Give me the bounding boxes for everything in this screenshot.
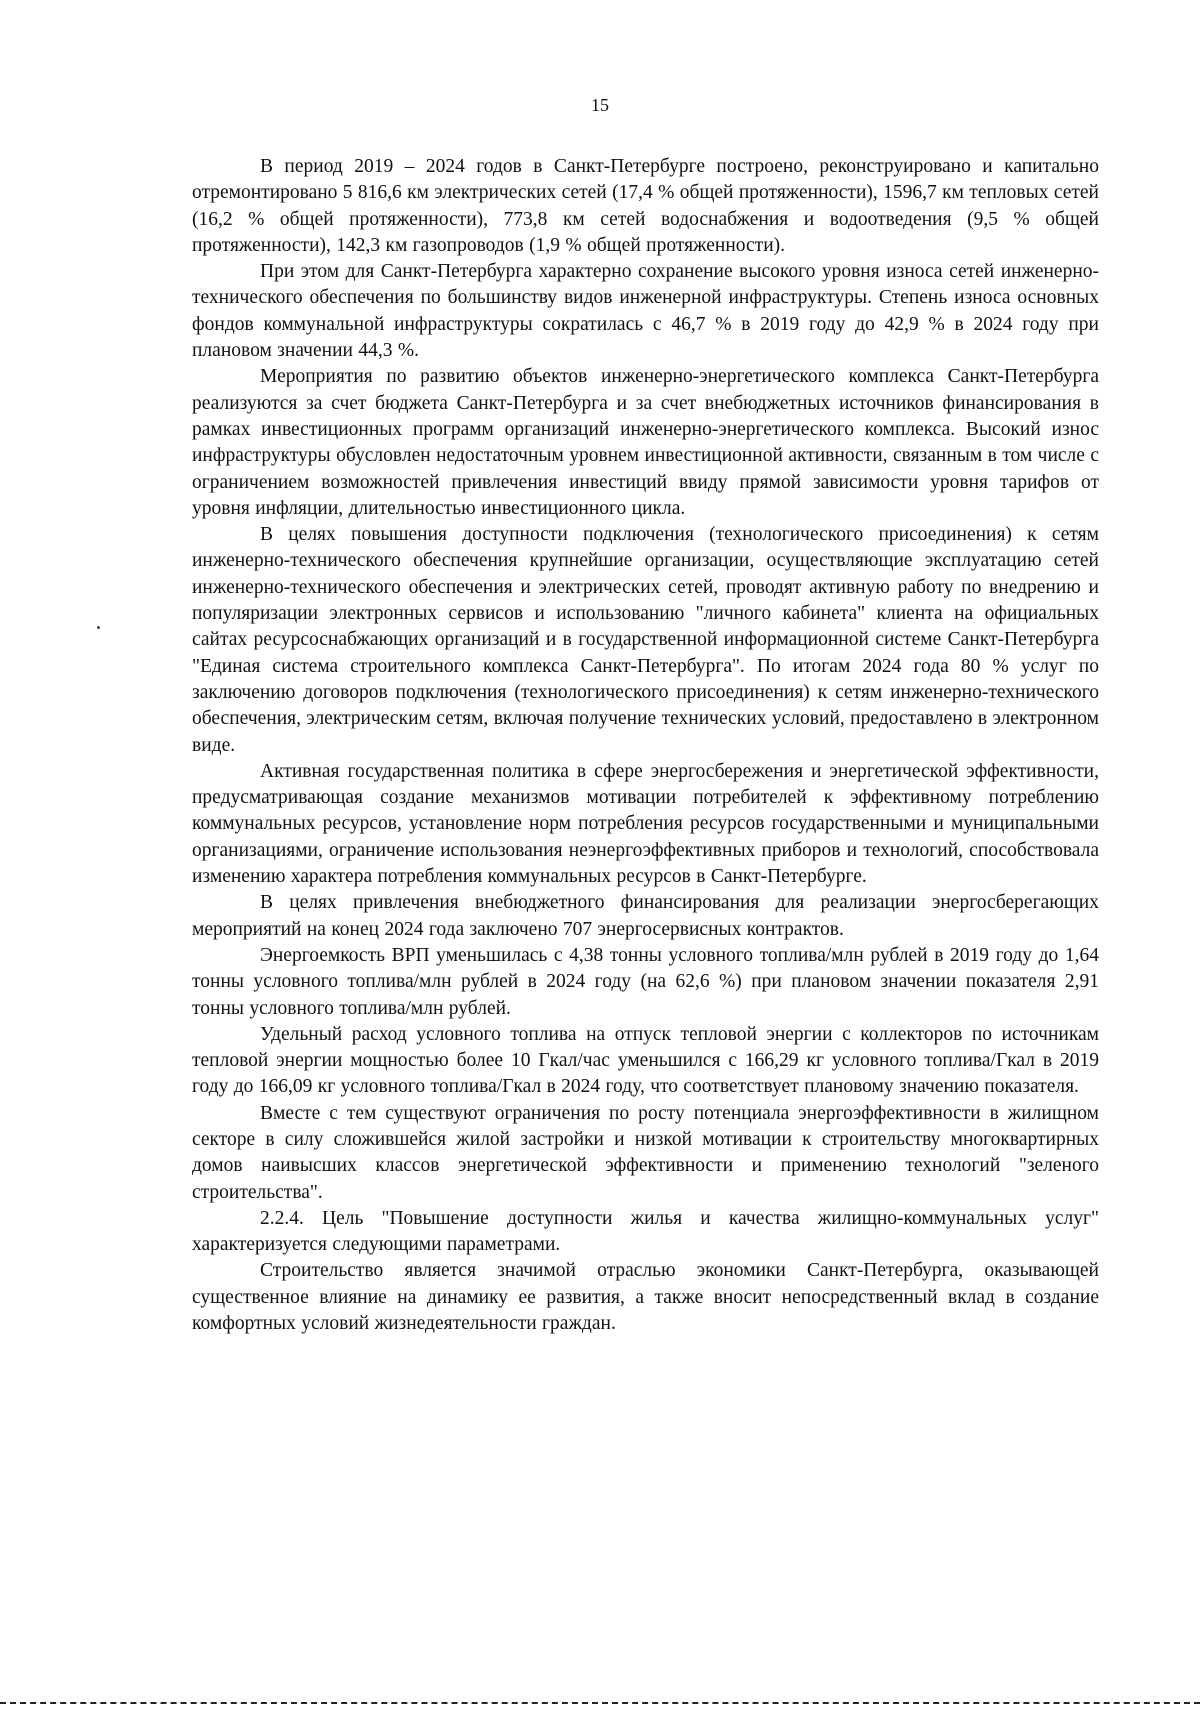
scan-speck <box>97 626 100 629</box>
paragraph-housing-efficiency-limits: Вместе с тем существуют ограничения по росту потенциала энергоэффективности в жилищном секторе в силу сложившейся жилой застройки и низкой мотивации к строительству многоквартирных домов наивысших классов энергетической эффективности и применению технологий "зеленого строительства". <box>192 1102 1099 1203</box>
paragraph-fuel-consumption: Удельный расход условного топлива на отпуск тепловой энергии с коллекторов по источникам тепловой энергии мощностью более 10 Гкал/час уменьшился с 166,29 кг условного топлива/Гкал в 2019 году до 166,09 кг условного топлива/Гкал в 2024 году, что соответствует плановому значению показателя. <box>192 1023 1099 1098</box>
paragraph-network-construction: В период 2019 – 2024 годов в Санкт-Петербурге построено, реконструировано и капитально отремонтировано 5 816,6 км электрических сетей (17,4 % общей протяженности), 1596,7 км тепловых сетей (16,2 % общей протяженности), 773,8 км сетей водоснабжения и водоотведения (9,5 % общей протяженности), 142,3 км газопроводов (1,9 % общей протяженности). <box>192 156 1099 256</box>
paragraph-energy-complex-financing: Мероприятия по развитию объектов инженерно-энергетического комплекса Санкт-Петербурга реализуются за счет бюджета Санкт-Петербурга и за счет внебюджетных источников финансирования в рамках инвестиционных программ организаций инженерно-энергетического комплекса. Высокий износ инфраструктуры обусловлен недостаточным уровнем инвестиционной активности, связанным в том числе с ограничением возможностей привлечения инвестиций ввиду прямой зависимости уровня тарифов от уровня инфляции, длительностью инвестиционного цикла. <box>192 366 1099 519</box>
paragraph-construction-industry: Строительство является значимой отраслью экономики Санкт-Петербурга, оказывающей существенное влияние на динамику ее развития, а также вносит непосредственный вклад в создание комфортных условий жизнедеятельности граждан. <box>192 1260 1099 1335</box>
paragraph-connection-accessibility: В целях повышения доступности подключения (технологического присоединения) к сетям инженерно-технического обеспечения крупнейшие организации, осуществляющие эксплуатацию сетей инженерно-технического обеспечения и электрических сетей, проводят активную работу по внедрению и популяризации электронных сервисов и использованию "личного кабинета" клиента на официальных сайтах ресурсоснабжающих организаций и в государственной информационной системе Санкт-Петербурга "Единая система строительного комплекса Санкт-Петербурга". По итогам 2024 года 80 % услуг по заключению договоров подключения (технологического присоединения) к сетям инженерно-технического обеспечения, электрическим сетям, включая получение технических условий, предоставлено в электронном виде. <box>192 524 1099 756</box>
paragraph-energy-service-contracts: В целях привлечения внебюджетного финансирования для реализации энергосберегающих мероприятий на конец 2024 года заключено 707 энергосервисных контрактов. <box>192 892 1099 940</box>
scan-bottom-edge <box>0 1702 1200 1704</box>
paragraph-energy-saving-policy: Активная государственная политика в сфере энергосбережения и энергетической эффективности, предусматривающая создание механизмов мотивации потребителей к эффективному потреблению коммунальных ресурсов, установление норм потребления ресурсов государственными и муниципальными организациями, ограничение использования неэнергоэффективных приборов и технологий, способствовала изменению характера потребления коммунальных ресурсов в Санкт-Петербурге. <box>192 760 1099 888</box>
paragraph-goal-2-2-4: 2.2.4. Цель "Повышение доступности жилья и качества жилищно-коммунальных услуг" характеризуется следующими параметрами. <box>192 1207 1099 1256</box>
body-text <box>192 154 1099 1337</box>
page-number: 15 <box>591 95 609 115</box>
paragraph-grp-energy-intensity: Энергоемкость ВРП уменьшилась с 4,38 тонны условного топлива/млн рублей в 2019 году до 1,64 тонны условного топлива/млн рублей в 2024 году (на 62,6 %) при плановом значении показателя 2,91 тонны условного топлива/млн рублей. <box>192 944 1099 1019</box>
paragraph-infrastructure-wear: При этом для Санкт-Петербурга характерно сохранение высокого уровня износа сетей инженерно-технического обеспечения по большинству видов инженерной инфраструктуры. Степень износа основных фондов коммунальной инфраструктуры сократилась с 46,7 % в 2019 году до 42,9 % в 2024 году при плановом значении 44,3 %. <box>192 261 1099 362</box>
